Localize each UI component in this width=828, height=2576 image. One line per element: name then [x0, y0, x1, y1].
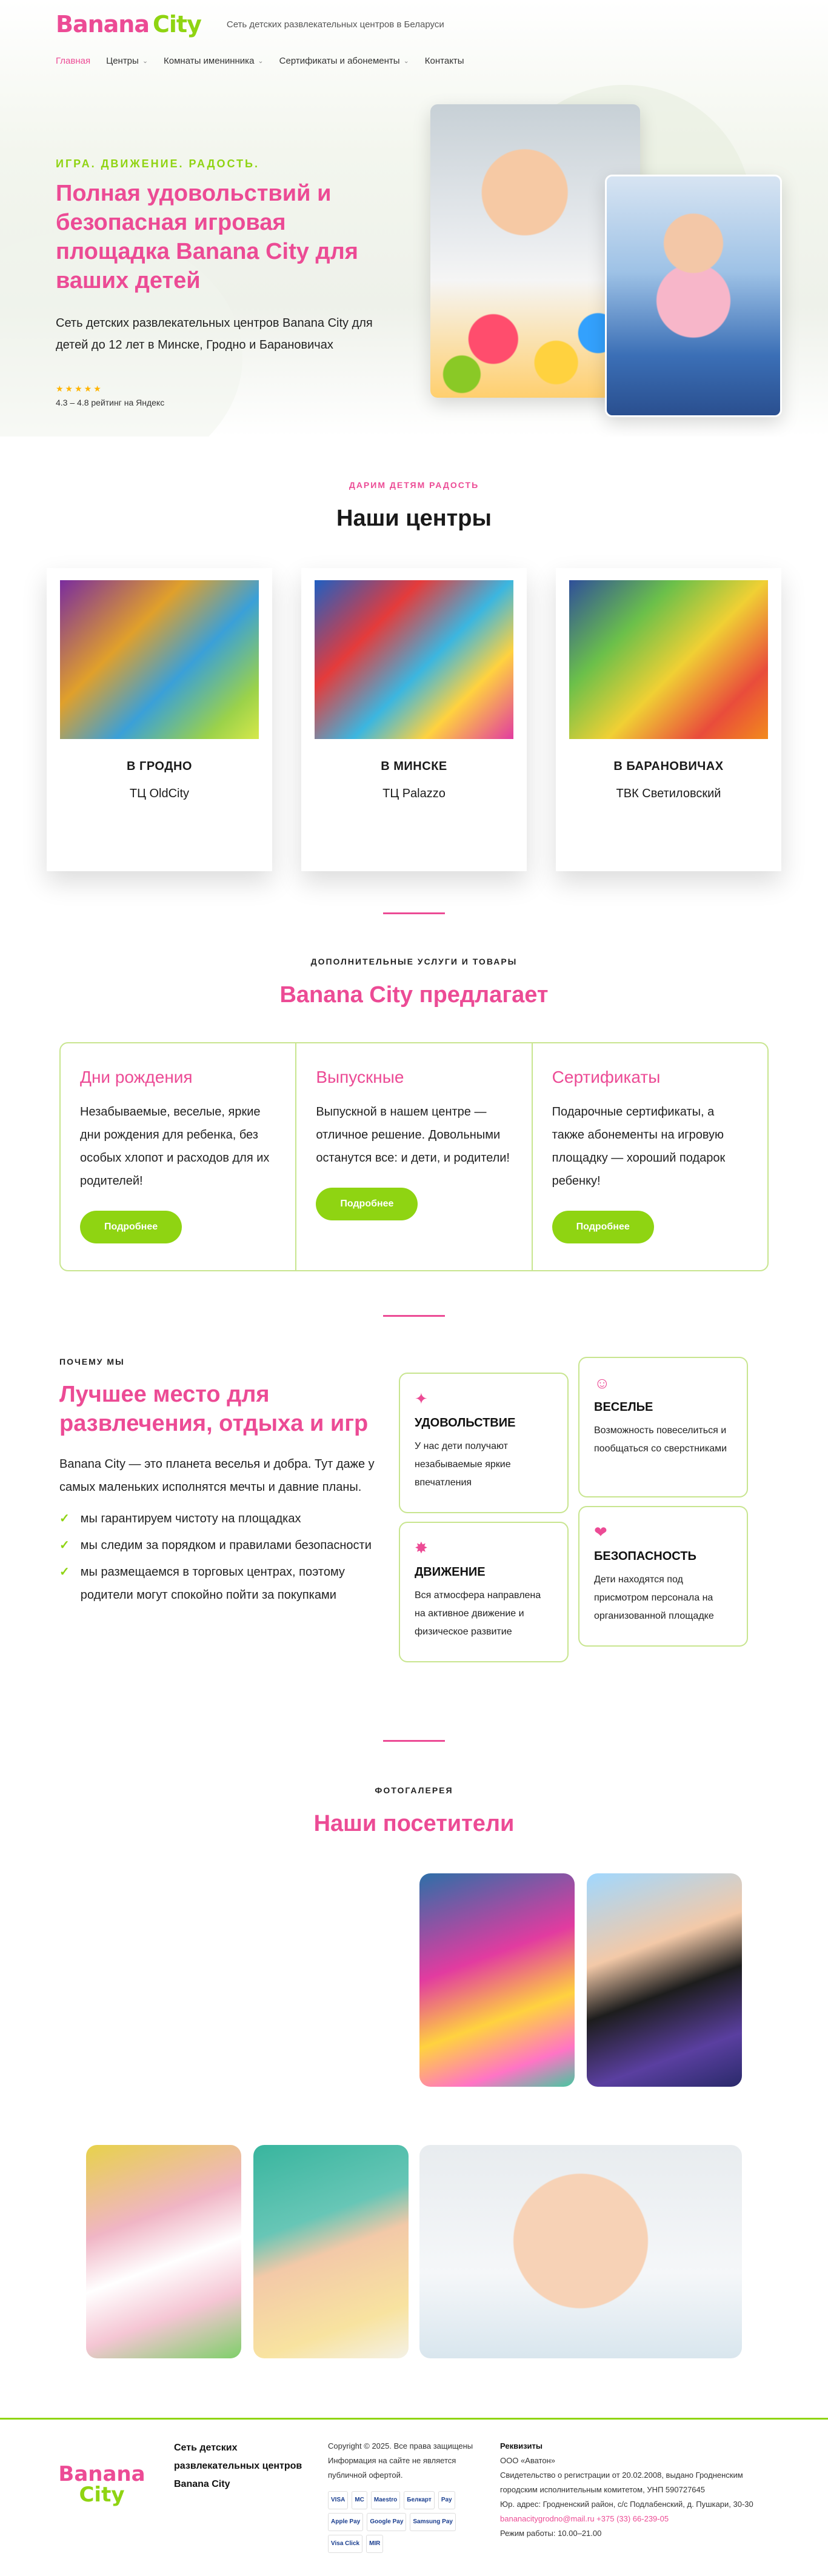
why-text-block: [59, 1357, 399, 1696]
check-icon: ✓: [59, 1512, 70, 1525]
legal-address: Юр. адрес: Гродненский район, с/с Подлабенский, д. Пушкари, 30-30: [500, 2500, 753, 2509]
services-title: Banana City предлагает: [279, 982, 549, 1008]
section-divider: [383, 912, 445, 914]
why-text: Banana City — это планета веселья и добра. Тут даже у самых маленьких исполнятся мечты и давние планы.: [59, 1457, 375, 1494]
nav-birthday-label: Комнаты именинника: [164, 56, 255, 66]
samsung-pay-icon: Samsung Pay: [410, 2513, 456, 2531]
services-box: [59, 1042, 769, 1271]
chevron-down-icon: ⌄: [142, 58, 149, 65]
center-photo-grodno: [60, 580, 259, 739]
rating-block: [56, 384, 395, 407]
footer-requisites: [500, 2439, 778, 2553]
gallery-section: [0, 1696, 828, 2377]
feature-safety: [578, 1506, 748, 1647]
list-item-text: мы следим за порядком и правилами безопасности: [80, 1539, 372, 1552]
gallery-photo-face-paint[interactable]: [253, 2145, 409, 2358]
list-item-text: мы гарантируем чистоту на площадках: [80, 1512, 301, 1525]
nav-contacts[interactable]: [425, 56, 464, 66]
gallery-photo-boy-net[interactable]: [587, 1873, 742, 2087]
requisites-title: Реквизиты: [500, 2441, 543, 2451]
feature-pleasure: [399, 1373, 569, 1513]
service-title: Дни рождения: [80, 1068, 193, 1086]
service-graduations: [295, 1043, 531, 1270]
feature-text: Вся атмосфера направлена на активное движение и физическое развитие: [415, 1590, 541, 1637]
nav-home-label: Главная: [56, 56, 91, 66]
hero-description: Сеть детских развлекательных центров Banana City для детей до 12 лет в Минске, Гродно и Барановичах: [56, 316, 373, 352]
copyright-text: Copyright © 2025. Все права защищены: [328, 2441, 473, 2451]
check-icon: ✓: [59, 1565, 70, 1579]
chevron-down-icon: ⌄: [258, 58, 264, 65]
feature-movement: [399, 1522, 569, 1662]
feature-title: УДОВОЛЬСТВИЕ: [415, 1416, 516, 1430]
heart-hand-icon: ❤: [594, 1523, 607, 1541]
belkart-icon: Белкарт: [404, 2491, 435, 2509]
feature-cards: [399, 1357, 769, 1696]
gallery-kicker: ФОТОГАЛЕРЕЯ: [375, 1785, 453, 1795]
gallery-title: Наши посетители: [313, 1811, 515, 1836]
section-divider: [383, 1740, 445, 1742]
feature-title: ВЕСЕЛЬЕ: [594, 1400, 653, 1414]
center-city: В МИНСКЕ: [381, 760, 447, 773]
feature-fun: [578, 1357, 748, 1497]
mir-icon: MIR: [366, 2535, 383, 2553]
nav-centers[interactable]: [106, 56, 148, 66]
footer-logo[interactable]: [50, 2439, 153, 2530]
services-kicker: ДОПОЛНИТЕЛЬНЫЕ УСЛУГИ И ТОВАРЫ: [310, 957, 518, 966]
service-certificates: [532, 1043, 767, 1270]
centers-kicker: ДАРИМ ДЕТЯМ РАДОСТЬ: [349, 480, 479, 490]
hero-kicker: ИГРА. ДВИЖЕНИЕ. РАДОСТЬ.: [56, 158, 259, 170]
feature-title: ДВИЖЕНИЕ: [415, 1565, 486, 1579]
feature-text: Дети находятся под присмотром персонала на организованной площадке: [594, 1574, 714, 1621]
rating-text: 4.3 – 4.8 рейтинг на Яндекс: [56, 398, 165, 407]
service-text: Выпускной в нашем центре — отличное решение. Довольными останутся все: и дети, и родители!: [316, 1105, 510, 1165]
hero-photo-girl-trampoline: [605, 175, 782, 417]
google-pay-icon: Google Pay: [367, 2513, 406, 2531]
offer-note: Информация на сайте не является публичной офертой.: [328, 2456, 456, 2480]
visa-icon: VISA: [328, 2491, 348, 2509]
center-place: ТЦ OldCity: [129, 787, 190, 800]
why-list: [59, 1507, 399, 1607]
more-button[interactable]: Подробнее: [316, 1188, 418, 1220]
nav-contacts-label: Контакты: [424, 56, 464, 66]
logo-city: City: [153, 11, 201, 38]
chevron-down-icon: ⌄: [403, 58, 409, 65]
list-item: [59, 1561, 399, 1607]
nav-certificates-label: Сертификаты и абонементы: [279, 56, 400, 66]
more-button[interactable]: Подробнее: [552, 1211, 654, 1243]
centers-title: Наши центры: [336, 506, 492, 531]
center-place: ТВК Светиловский: [616, 787, 721, 800]
why-title: Лучшее место для развлечения, отдыха и игр: [59, 1382, 369, 1436]
nav-birthday-rooms[interactable]: [164, 56, 264, 66]
contact-links[interactable]: bananacitygrodno@mail.ru +375 (33) 66-239-05: [500, 2514, 669, 2523]
gallery-photo-baby-laughing[interactable]: [419, 2145, 742, 2358]
list-item: [59, 1507, 399, 1530]
visa-click-icon: Visa Click: [328, 2535, 362, 2553]
list-item: [59, 1534, 399, 1557]
center-card-baranovichi[interactable]: [556, 568, 781, 871]
mastercard-icon: MC: [352, 2491, 367, 2509]
check-icon: ✓: [59, 1539, 70, 1552]
center-city: В ГРОДНО: [127, 760, 192, 773]
gallery-photo-group[interactable]: [419, 1873, 575, 2087]
service-text: Подарочные сертификаты, а также абонементы на игровую площадку — хороший подарок ребенку!: [552, 1105, 726, 1188]
nav-centers-label: Центры: [106, 56, 139, 66]
star-icons: ★★★★★: [56, 384, 103, 393]
service-birthdays: [61, 1043, 295, 1270]
why-kicker: ПОЧЕМУ МЫ: [59, 1357, 125, 1367]
center-place: ТЦ Palazzo: [382, 787, 446, 800]
logo-banana: Banana: [56, 11, 149, 38]
photo-gallery: [0, 1849, 828, 2377]
registration-info: Свидетельство о регистрации от 20.02.2008, выдано Гродненским городским исполнительным комитетом, УНП 590727645: [500, 2471, 743, 2494]
center-cards: [0, 568, 828, 871]
header-tagline: Сеть детских развлекательных центров в Беларуси: [226, 19, 444, 30]
payment-icons: [328, 2491, 479, 2553]
service-text: Незабываемые, веселые, яркие дни рождения для ребенка, без особых хлопот и расходов для их родителей!: [80, 1105, 270, 1188]
footer-logo-top: Banana: [58, 2462, 145, 2486]
footer-logo-bottom: City: [79, 2483, 125, 2507]
center-photo-baranovichi: [569, 580, 768, 739]
why-section: [0, 1271, 828, 1696]
feature-text: У нас дети получают незабываемые яркие впечатления: [415, 1441, 511, 1488]
sparkle-icon: ✦: [415, 1390, 428, 1408]
list-item-text: мы размещаемся в торговых центрах, поэтому родители могут спокойно пойти за покупками: [80, 1565, 345, 1602]
feature-text: Возможность повеселиться и пообщаться со сверстниками: [594, 1425, 727, 1454]
hero-title: Полная удовольствий и безопасная игровая площадка Banana City для ваших детей: [56, 181, 358, 293]
site-footer: [0, 2418, 828, 2571]
footer-copyright-block: [328, 2439, 479, 2553]
center-city: В БАРАНОВИЧАХ: [613, 760, 724, 773]
section-divider: [383, 1315, 445, 1317]
maestro-icon: Maestro: [371, 2491, 400, 2509]
center-card-grodno[interactable]: [47, 568, 272, 871]
smile-icon: ☺: [594, 1374, 610, 1392]
working-hours: Режим работы: 10.00–21.00: [500, 2529, 602, 2538]
service-title: Сертификаты: [552, 1068, 661, 1086]
footer-about: Сеть детских развлекательных центров Banana City: [174, 2443, 302, 2489]
main-nav: [0, 38, 828, 66]
running-icon: ✸: [415, 1539, 428, 1557]
company-name: ООО «Аватон»: [500, 2456, 555, 2465]
nav-home[interactable]: [56, 56, 90, 66]
pay-icon: Pay: [438, 2491, 455, 2509]
services-section: [0, 871, 828, 1271]
hero-content: [56, 158, 395, 407]
nav-certificates[interactable]: [279, 56, 409, 66]
gallery-photo-girls[interactable]: [86, 2145, 241, 2358]
brand-logo[interactable]: [56, 11, 201, 38]
center-card-minsk[interactable]: [301, 568, 527, 871]
centers-section: [0, 437, 828, 871]
site-header: [0, 0, 828, 91]
center-photo-minsk: [315, 580, 513, 739]
more-button[interactable]: Подробнее: [80, 1211, 182, 1243]
apple-pay-icon: Apple Pay: [328, 2513, 363, 2531]
feature-title: БЕЗОПАСНОСТЬ: [594, 1550, 696, 1563]
service-title: Выпускные: [316, 1068, 404, 1086]
